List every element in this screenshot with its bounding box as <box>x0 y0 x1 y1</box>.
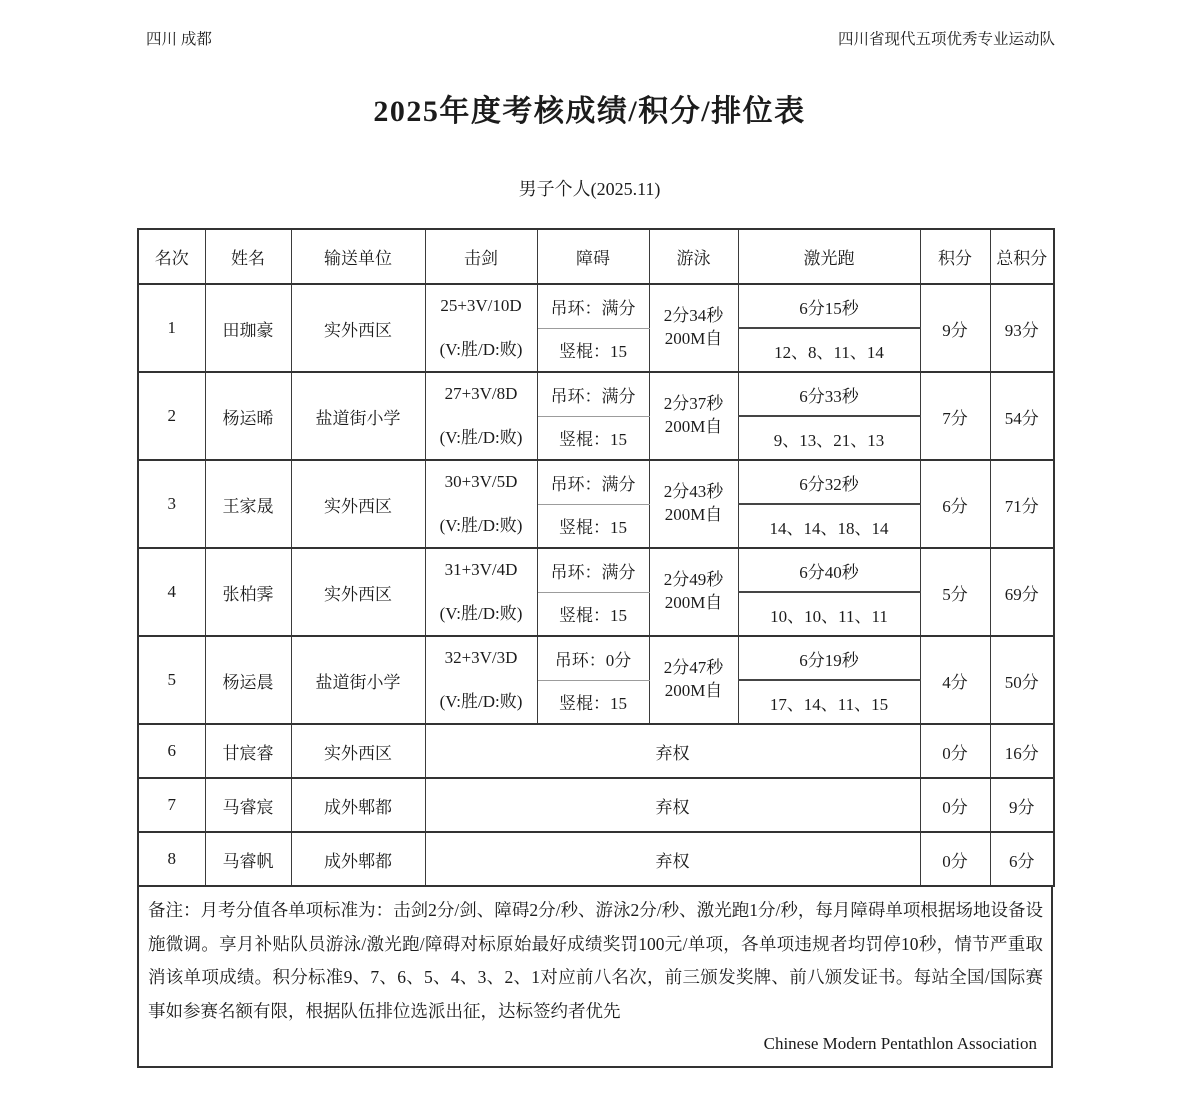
laser-splits-cell: 14、14、18、14 <box>738 504 920 548</box>
fencing-cell <box>425 372 537 460</box>
laser-splits-cell: 12、8、11、14 <box>738 328 920 372</box>
fencing-score: 25+3V/10D <box>440 295 522 315</box>
unit-cell: 盐道街小学 <box>291 636 425 724</box>
swim-time: 2分34秒 <box>663 306 724 326</box>
col-header-unit: 输送单位 <box>291 229 425 284</box>
obstacle-rings-cell: 吊环：满分 <box>537 460 649 504</box>
remarks-box <box>137 887 1053 1068</box>
fencing-cell <box>425 636 537 724</box>
laser-time-cell: 6分15秒 <box>738 284 920 328</box>
col-header-total-points: 总积分 <box>990 229 1054 284</box>
obstacle-pole-cell: 竖棍：15 <box>537 592 649 636</box>
col-header-laser-run: 激光跑 <box>738 229 920 284</box>
total-points-cell: 9分 <box>990 778 1054 832</box>
swim-cell <box>649 372 738 460</box>
swim-event: 200M自 <box>664 681 723 700</box>
table-row <box>138 832 1054 886</box>
remarks-text: 备注：月考分值各单项标准为：击剑2分/剑、障碍2分/秒、游泳2分/秒、激光跑1分/秒，每月障碍单项根据场地设备设施微调。享月补贴队员游泳/激光跑/障碍对标原始最好成绩奖罚100元/单项，各单项违规者均罚停10秒，情节严重取消该单项成绩。积分标准9、7、6、5、4、3、2、1对应前八名次，前三颁发奖牌、前八颁发证书。每站全国/国际赛事如参赛名额有限，根据队伍排位选派出征，达标签约者优先 <box>148 900 1043 1021</box>
swim-event: 200M自 <box>664 417 723 436</box>
fencing-cell <box>425 460 537 548</box>
laser-time-cell: 6分32秒 <box>738 460 920 504</box>
fencing-note: (V:胜/D:败) <box>439 692 523 712</box>
table-header-row <box>138 229 1054 284</box>
col-header-obstacle: 障碍 <box>537 229 649 284</box>
points-cell: 0分 <box>920 724 990 778</box>
fencing-cell <box>425 548 537 636</box>
fencing-cell <box>425 284 537 372</box>
swim-cell <box>649 548 738 636</box>
table-row <box>138 636 1054 680</box>
rank-cell: 5 <box>138 636 205 724</box>
swim-time: 2分37秒 <box>663 394 724 414</box>
points-cell: 0分 <box>920 778 990 832</box>
rank-cell: 8 <box>138 832 205 886</box>
obstacle-rings-cell: 吊环：满分 <box>537 548 649 592</box>
fencing-score: 31+3V/4D <box>444 559 518 579</box>
obstacle-pole-cell: 竖棍：15 <box>537 416 649 460</box>
name-cell: 王家晟 <box>205 460 291 548</box>
laser-splits-cell: 10、10、11、11 <box>738 592 920 636</box>
obstacle-pole-cell: 竖棍：15 <box>537 504 649 548</box>
name-cell: 张柏霁 <box>205 548 291 636</box>
laser-splits-cell: 17、14、11、15 <box>738 680 920 724</box>
obstacle-pole-cell: 竖棍：15 <box>537 328 649 372</box>
swim-time: 2分47秒 <box>663 658 724 678</box>
fencing-score: 32+3V/3D <box>444 647 518 667</box>
col-header-points: 积分 <box>920 229 990 284</box>
swim-time: 2分43秒 <box>663 482 724 502</box>
swim-cell <box>649 636 738 724</box>
unit-cell: 实外西区 <box>291 548 425 636</box>
unit-cell: 实外西区 <box>291 284 425 372</box>
table-row <box>138 460 1054 504</box>
score-sheet <box>137 228 1053 1068</box>
points-cell: 4分 <box>920 636 990 724</box>
table-row <box>138 778 1054 832</box>
name-cell: 杨运晞 <box>205 372 291 460</box>
total-points-cell: 71分 <box>990 460 1054 548</box>
total-points-cell: 54分 <box>990 372 1054 460</box>
fencing-note: (V:胜/D:败) <box>439 340 523 360</box>
page-subtitle: 男子个人(2025.11) <box>518 179 661 199</box>
fencing-note: (V:胜/D:败) <box>439 604 523 624</box>
laser-splits-cell: 9、13、21、13 <box>738 416 920 460</box>
fencing-note: (V:胜/D:败) <box>439 516 523 536</box>
unit-cell: 盐道街小学 <box>291 372 425 460</box>
total-points-cell: 69分 <box>990 548 1054 636</box>
table-row <box>138 724 1054 778</box>
swim-cell <box>649 460 738 548</box>
rank-cell: 7 <box>138 778 205 832</box>
points-cell: 5分 <box>920 548 990 636</box>
unit-cell: 实外西区 <box>291 460 425 548</box>
total-points-cell: 93分 <box>990 284 1054 372</box>
swim-event: 200M自 <box>664 329 723 348</box>
rank-cell: 2 <box>138 372 205 460</box>
total-points-cell: 50分 <box>990 636 1054 724</box>
swim-event: 200M自 <box>664 505 723 524</box>
col-header-swim: 游泳 <box>649 229 738 284</box>
name-cell: 马睿帆 <box>205 832 291 886</box>
name-cell: 马睿宸 <box>205 778 291 832</box>
obstacle-rings-cell: 吊环：满分 <box>537 284 649 328</box>
unit-cell: 成外郫都 <box>291 832 425 886</box>
rank-cell: 6 <box>138 724 205 778</box>
fencing-score: 27+3V/8D <box>444 383 518 403</box>
laser-time-cell: 6分19秒 <box>738 636 920 680</box>
swim-event: 200M自 <box>664 593 723 612</box>
header-location: 四川 成都 <box>146 31 212 48</box>
name-cell: 田珈豪 <box>205 284 291 372</box>
obstacle-rings-cell: 吊环：0分 <box>537 636 649 680</box>
swim-cell <box>649 284 738 372</box>
total-points-cell: 6分 <box>990 832 1054 886</box>
forfeit-status-cell: 弃权 <box>425 832 920 886</box>
page-header <box>146 27 1055 49</box>
fencing-score: 30+3V/5D <box>444 471 518 491</box>
col-header-name: 姓名 <box>205 229 291 284</box>
col-header-fencing: 击剑 <box>425 229 537 284</box>
points-cell: 9分 <box>920 284 990 372</box>
header-team-name: 四川省现代五项优秀专业运动队 <box>837 31 1055 48</box>
table-row <box>138 372 1054 416</box>
col-header-rank: 名次 <box>138 229 205 284</box>
laser-time-cell: 6分33秒 <box>738 372 920 416</box>
name-cell: 甘宸睿 <box>205 724 291 778</box>
forfeit-status-cell: 弃权 <box>425 724 920 778</box>
points-cell: 7分 <box>920 372 990 460</box>
name-cell: 杨运晨 <box>205 636 291 724</box>
rank-cell: 4 <box>138 548 205 636</box>
association-name: Chinese Modern Pentathlon Association <box>763 1034 1037 1054</box>
fencing-note: (V:胜/D:败) <box>439 428 523 448</box>
swim-time: 2分49秒 <box>663 570 724 590</box>
unit-cell: 实外西区 <box>291 724 425 778</box>
unit-cell: 成外郫都 <box>291 778 425 832</box>
table-row <box>138 548 1054 592</box>
total-points-cell: 16分 <box>990 724 1054 778</box>
points-cell: 0分 <box>920 832 990 886</box>
table-row <box>138 284 1054 328</box>
score-table <box>137 228 1055 887</box>
rank-cell: 3 <box>138 460 205 548</box>
laser-time-cell: 6分40秒 <box>738 548 920 592</box>
obstacle-pole-cell: 竖棍：15 <box>537 680 649 724</box>
points-cell: 6分 <box>920 460 990 548</box>
page-title: 2025年度考核成绩/积分/排位表 <box>373 95 806 128</box>
forfeit-status-cell: 弃权 <box>425 778 920 832</box>
obstacle-rings-cell: 吊环：满分 <box>537 372 649 416</box>
rank-cell: 1 <box>138 284 205 372</box>
